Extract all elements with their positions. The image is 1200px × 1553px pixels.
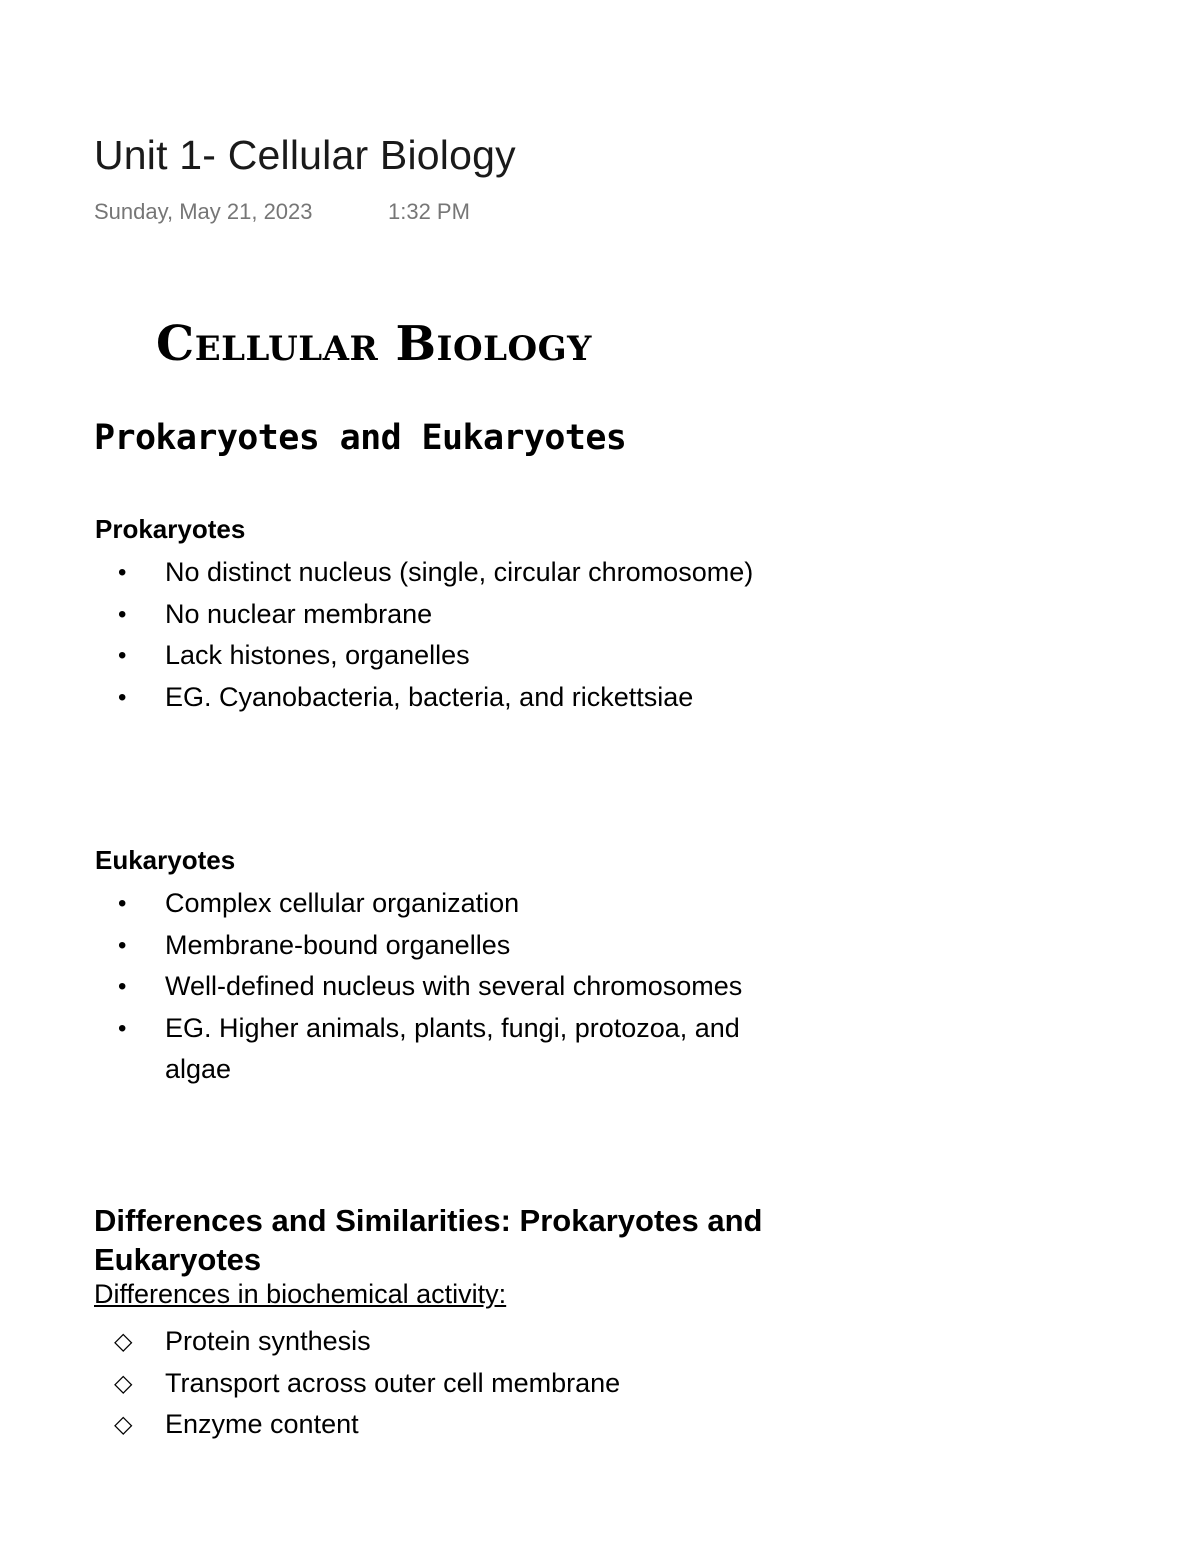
list-item xyxy=(0,1008,805,1091)
differences-subtitle: Differences in biochemical activity: xyxy=(94,1279,507,1309)
list-item xyxy=(0,1363,785,1405)
list-item xyxy=(0,1404,785,1446)
list-item-text: Transport across outer cell membrane xyxy=(165,1367,621,1398)
list-item xyxy=(0,594,785,636)
bullet-icon: • xyxy=(118,559,127,586)
list-item xyxy=(0,552,785,594)
page-title: Unit 1- Cellular Biology xyxy=(94,132,516,178)
section-heading: Prokaryotes and Eukaryotes xyxy=(94,418,627,458)
diamond-bullet-icon: ◇ xyxy=(114,1411,133,1438)
bullet-icon: • xyxy=(118,931,127,959)
list-item-text: Enzyme content xyxy=(165,1409,359,1439)
list-item-text: Protein synthesis xyxy=(165,1326,371,1356)
list-item xyxy=(0,966,805,1008)
list-item-text: EG. Cyanobacteria, bacteria, and rickettsiae xyxy=(165,681,694,712)
list-item xyxy=(0,635,785,677)
bullet-icon: • xyxy=(118,1014,127,1042)
diamond-bullet-icon: ◇ xyxy=(114,1328,133,1355)
note-date: Sunday, May 21, 2023 xyxy=(94,199,313,224)
list-item-text: No nuclear membrane xyxy=(165,598,433,629)
list-item xyxy=(0,1321,785,1363)
list-item-text: Membrane-bound organelles xyxy=(165,929,511,960)
list-item xyxy=(0,677,865,719)
bullet-icon: • xyxy=(118,890,127,917)
note-time: 1:32 PM xyxy=(388,199,470,224)
bullet-icon: • xyxy=(118,600,127,628)
list-item-text: Well-defined nucleus with several chromosomes xyxy=(165,971,743,1001)
differences-heading: Differences and Similarities: Prokaryotes and Eukaryotes xyxy=(94,1203,763,1277)
eukaryotes-list xyxy=(0,883,805,1091)
prokaryotes-list xyxy=(0,552,865,718)
prokaryotes-label: Prokaryotes xyxy=(95,514,246,544)
bullet-icon: • xyxy=(118,683,127,711)
differences-list xyxy=(0,1321,785,1446)
list-item-text: Lack histones, organelles xyxy=(165,640,470,670)
bullet-icon: • xyxy=(118,642,127,669)
bullet-icon: • xyxy=(118,973,127,1000)
list-item xyxy=(0,883,785,925)
eukaryotes-label: Eukaryotes xyxy=(95,845,236,875)
list-item xyxy=(0,925,785,967)
list-item-text: No distinct nucleus (single, circular chromosome) xyxy=(165,557,754,587)
list-item-text: Complex cellular organization xyxy=(165,888,520,918)
list-item-text: EG. Higher animals, plants, fungi, protozoa, and algae xyxy=(165,1012,740,1084)
main-heading: Cellular Biology xyxy=(156,316,592,372)
diamond-bullet-icon: ◇ xyxy=(114,1369,133,1397)
